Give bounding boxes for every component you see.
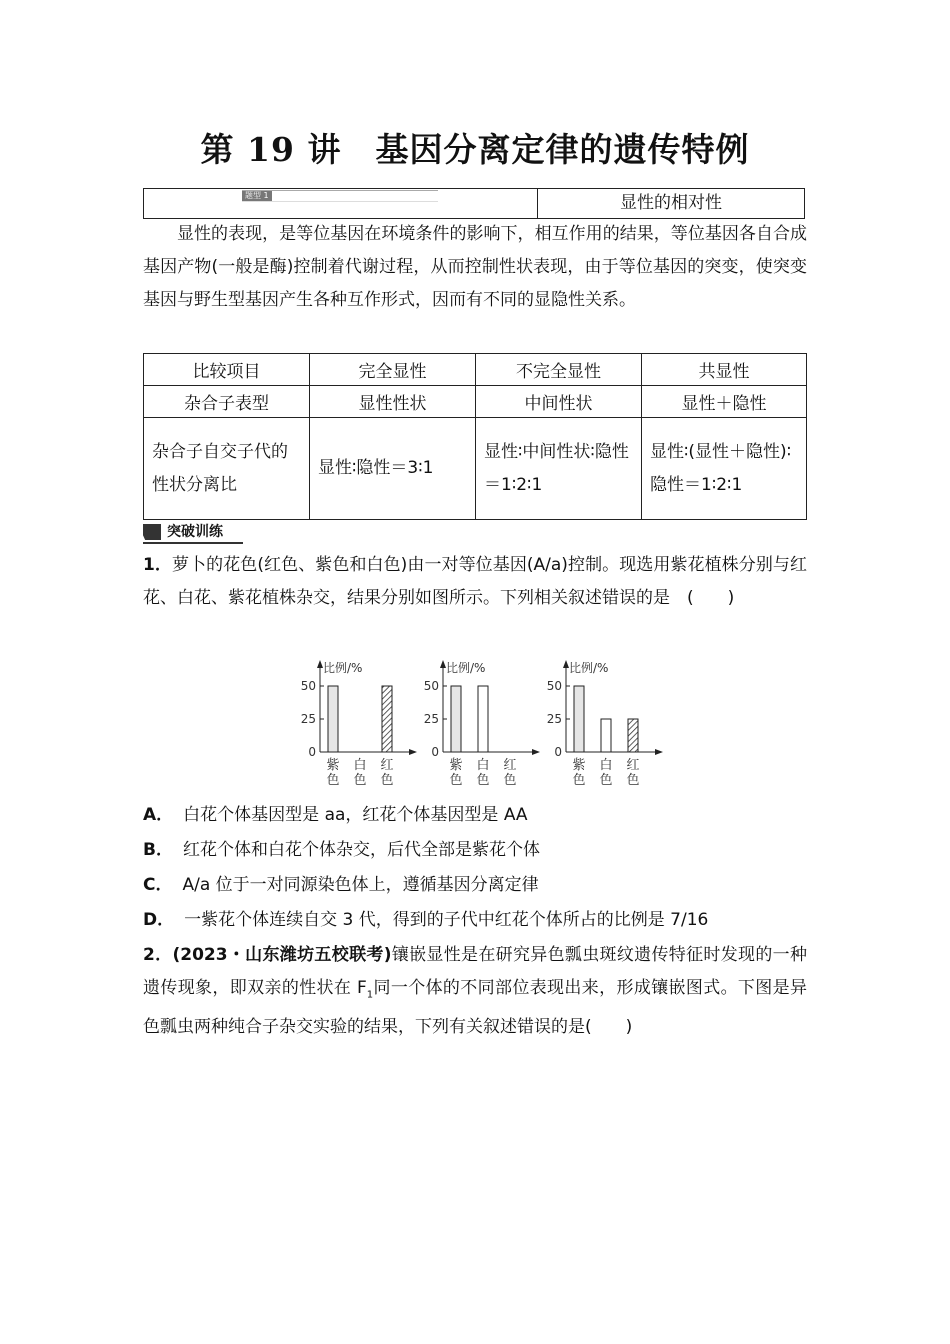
- comparison-table: [143, 353, 807, 520]
- y-tick-label: 25: [300, 712, 316, 726]
- y-tick-label: 0: [554, 745, 562, 759]
- category-label: 色: [353, 773, 367, 788]
- x-axis-arrow: [655, 749, 663, 755]
- table-cell: 显性∶隐性＝3∶1: [310, 418, 476, 520]
- option-a: A． 白花个体基因型是 aa，红花个体基因型是 AA: [143, 805, 528, 825]
- bar: [601, 719, 611, 752]
- category-label: 色: [449, 773, 463, 788]
- option-b: B． 红花个体和白花个体杂交，后代全部是紫花个体: [143, 840, 540, 860]
- category-label: 色: [599, 773, 613, 788]
- practice-banner: 突破训练: [143, 523, 243, 542]
- category-label: 紫: [572, 758, 586, 773]
- y-tick-label: 50: [300, 679, 316, 693]
- bar: [451, 686, 461, 752]
- category-label: 色: [380, 773, 394, 788]
- category-label: 红: [380, 758, 394, 773]
- x-axis-arrow: [532, 749, 540, 755]
- question-2: 2．(2023・山东潍坊五校联考)镶嵌显性是在研究异色瓢虫斑纹遗传特征时发现的一种遗传现象，即双亲的性状在 $F_1$同一个体的不同部位表现出来，形成镶嵌图式。下图是异色瓢虫两种纯合子杂交实验的结果，下列有关叙述错误的是( ): [143, 945, 807, 1038]
- y-axis-label: 比例/%: [446, 661, 486, 675]
- table-cell: 杂合子自交子代的性状分离比: [144, 418, 310, 520]
- question-type-tag: 题型 1: [242, 190, 438, 202]
- category-label: 紫: [326, 758, 340, 773]
- category-label: 红: [503, 758, 517, 773]
- x-axis-arrow: [409, 749, 417, 755]
- category-label: 白: [599, 758, 613, 773]
- bar-charts: [290, 655, 670, 790]
- table-cell: 比较项目: [144, 354, 310, 386]
- table-cell: 显性性状: [310, 386, 476, 418]
- bar: [574, 686, 584, 752]
- y-tick-label: 25: [423, 712, 439, 726]
- table-cell: 完全显性: [310, 354, 476, 386]
- bar: [628, 719, 638, 752]
- table-cell: 共显性: [642, 354, 807, 386]
- category-label: 色: [326, 773, 340, 788]
- table-cell: 显性∶中间性状∶隐性＝1∶2∶1: [476, 418, 642, 520]
- table-cell: 不完全显性: [476, 354, 642, 386]
- category-label: 色: [476, 773, 490, 788]
- table-cell: 显性∶(显性＋隐性)∶隐性＝1∶2∶1: [642, 418, 807, 520]
- bar: [328, 686, 338, 752]
- option-d: D． 一紫花个体连续自交 3 代，得到的子代中红花个体所占的比例是 7/16: [143, 910, 709, 930]
- intro-paragraph: 显性的表现，是等位基因在环境条件的影响下，相互作用的结果，等位基因各自合成基因产物(一般是酶)控制着代谢过程，从而控制性状表现，由于等位基因的突变，使突变基因与野生型基因产生各种互作形式，因而有不同的显隐性关系。: [143, 224, 807, 310]
- pencil-icon: [143, 524, 161, 540]
- y-tick-label: 0: [308, 745, 316, 759]
- bar: [478, 686, 488, 752]
- table-row: [144, 386, 807, 418]
- lesson-title: 基因分离定律的遗传特例: [375, 130, 750, 169]
- category-label: 白: [476, 758, 490, 773]
- table-cell: 显性＋隐性: [642, 386, 807, 418]
- table-cell: 杂合子表型: [144, 386, 310, 418]
- category-label: 色: [503, 773, 517, 788]
- lesson-number: 第 19 讲: [200, 130, 342, 169]
- table-row: [144, 418, 807, 520]
- y-tick-label: 25: [546, 712, 562, 726]
- y-axis-label: 比例/%: [569, 661, 609, 675]
- bar: [382, 686, 392, 752]
- option-c: C． A/a 位于一对同源染色体上，遵循基因分离定律: [143, 875, 539, 895]
- category-label: 色: [572, 773, 586, 788]
- question-2-source: (2023・山东潍坊五校联考): [172, 945, 392, 965]
- question-1-text: 萝卜的花色(红色、紫色和白色)由一对等位基因(A/a)控制。现选用紫花植株分别与红花、白花、紫花植株杂交，结果分别如图所示。下列相关叙述错误的是 ( ): [143, 555, 807, 608]
- bar-chart-group: [290, 655, 670, 790]
- table-row: [144, 354, 807, 386]
- category-label: 色: [626, 773, 640, 788]
- table-cell: 中间性状: [476, 386, 642, 418]
- y-tick-label: 50: [546, 679, 562, 693]
- y-tick-label: 0: [431, 745, 439, 759]
- category-label: 紫: [449, 758, 463, 773]
- section-header: [143, 188, 805, 219]
- question-1: 1．萝卜的花色(红色、紫色和白色)由一对等位基因(A/a)控制。现选用紫花植株分别与红花、白花、紫花植株杂交，结果分别如图所示。下列相关叙述错误的是 ( ): [143, 555, 807, 608]
- category-label: 红: [626, 758, 640, 773]
- y-axis-label: 比例/%: [323, 661, 363, 675]
- page-title: [0, 124, 950, 171]
- category-label: 白: [353, 758, 367, 773]
- y-tick-label: 50: [423, 679, 439, 693]
- section-title: 显性的相对性: [620, 193, 722, 213]
